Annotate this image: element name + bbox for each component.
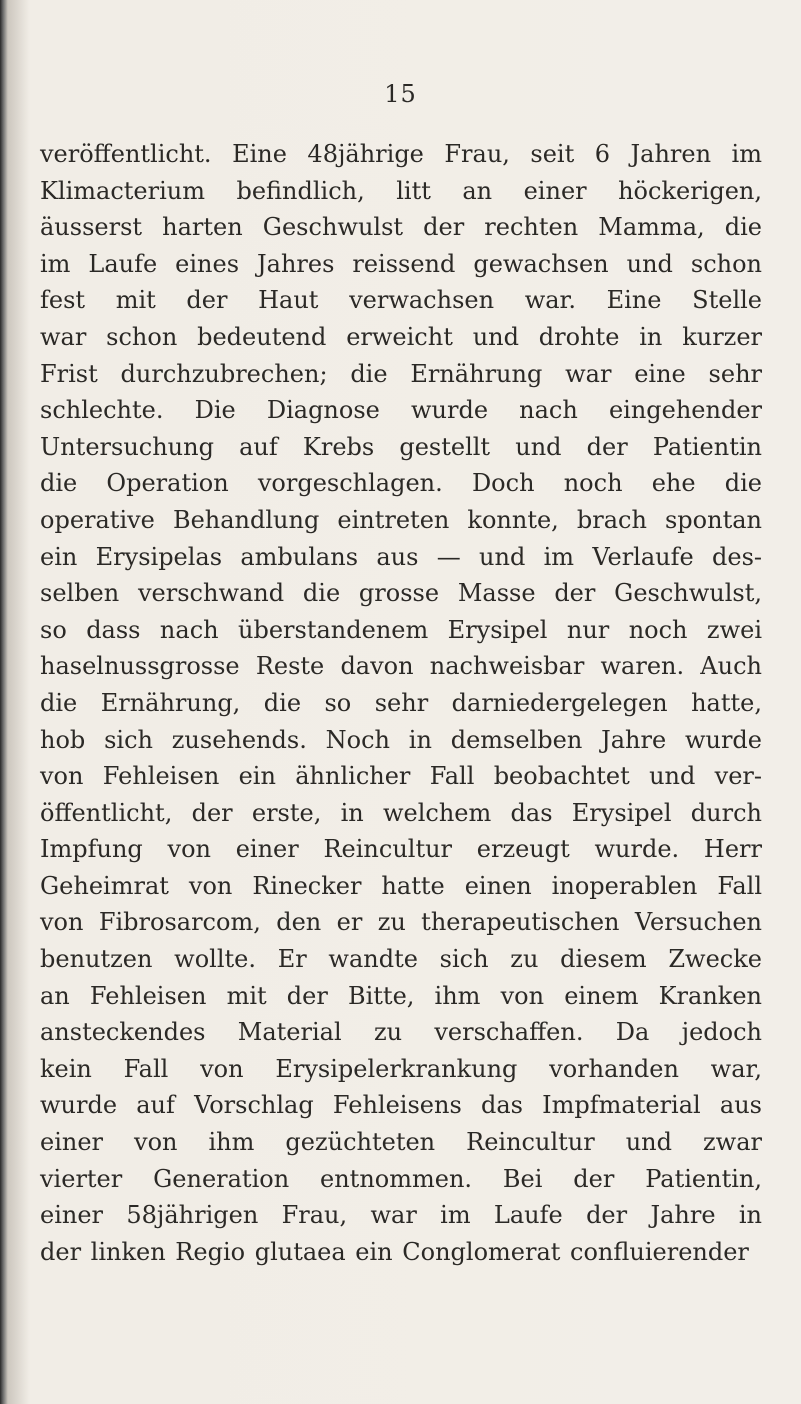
page-number: 15 [384, 80, 417, 108]
text-line: hob sich zusehends. Noch in demselben Jahre wurde [40, 725, 762, 754]
text-line: fest mit der Haut verwachsen war. Eine Stelle [40, 286, 762, 315]
text-line: Klimacterium befindlich, litt an einer höckerigen, [40, 176, 762, 205]
text-line: öffentlicht, der erste, in welchem das Erysipel durch [40, 798, 762, 827]
text-line: war schon bedeutend erweicht und drohte in kurzer [40, 322, 762, 351]
text-line: kein Fall von Erysipelerkrankung vorhanden war, [40, 1054, 762, 1083]
text-line: Untersuchung auf Krebs gestellt und der Patientin [40, 432, 762, 461]
text-line: die Operation vorgeschlagen. Doch noch ehe die [40, 469, 762, 498]
text-line: veröffentlicht. Eine 48jährige Frau, seit 6 Jahren im [40, 140, 762, 168]
body-text [40, 136, 762, 1270]
text-line: ein Erysipelas ambulans aus — und im Verlaufe des- [40, 542, 762, 571]
text-line: der linken Regio glutaea ein Conglomerat confluierender [40, 1237, 749, 1266]
text-line: äusserst harten Geschwulst der rechten Mamma, die [40, 213, 762, 242]
text-line: so dass nach überstandenem Erysipel nur noch zwei [40, 615, 762, 644]
text-line: haselnussgrosse Reste davon nachweisbar waren. Auch [40, 652, 762, 681]
text-line: an Fehleisen mit der Bitte, ihm von einem Kranken [40, 981, 762, 1010]
text-line: Impfung von einer Reincultur erzeugt wurde. Herr [40, 835, 762, 864]
text-line: die Ernährung, die so sehr darniedergelegen hatte, [40, 688, 762, 717]
text-line: von Fibrosarcom, den er zu therapeutischen Versuchen [40, 908, 762, 937]
text-line: einer von ihm gezüchteten Reincultur und zwar [40, 1128, 762, 1157]
text-line: Frist durchzubrechen; die Ernährung war eine sehr [40, 359, 762, 388]
book-binding-edge [0, 0, 8, 1404]
text-line: im Laufe eines Jahres reissend gewachsen und schon [40, 249, 762, 278]
text-line: schlechte. Die Diagnose wurde nach eingehender [40, 396, 762, 425]
text-line: einer 58jährigen Frau, war im Laufe der Jahre in [40, 1201, 762, 1230]
text-line: operative Behandlung eintreten konnte, brach spontan [40, 505, 762, 534]
text-line: Geheimrat von Rinecker hatte einen inoperablen Fall [40, 871, 762, 900]
gutter-shadow [8, 0, 30, 1404]
text-line: wurde auf Vorschlag Fehleisens das Impfmaterial aus [40, 1091, 762, 1120]
text-line: vierter Generation entnommen. Bei der Patientin, [40, 1164, 762, 1193]
text-line: ansteckendes Material zu verschaffen. Da jedoch [40, 1018, 762, 1047]
text-line: selben verschwand die grosse Masse der Geschwulst, [40, 579, 762, 608]
text-line: von Fehleisen ein ähnlicher Fall beobachtet und ver- [40, 762, 762, 791]
text-line: benutzen wollte. Er wandte sich zu diesem Zwecke [40, 945, 762, 974]
